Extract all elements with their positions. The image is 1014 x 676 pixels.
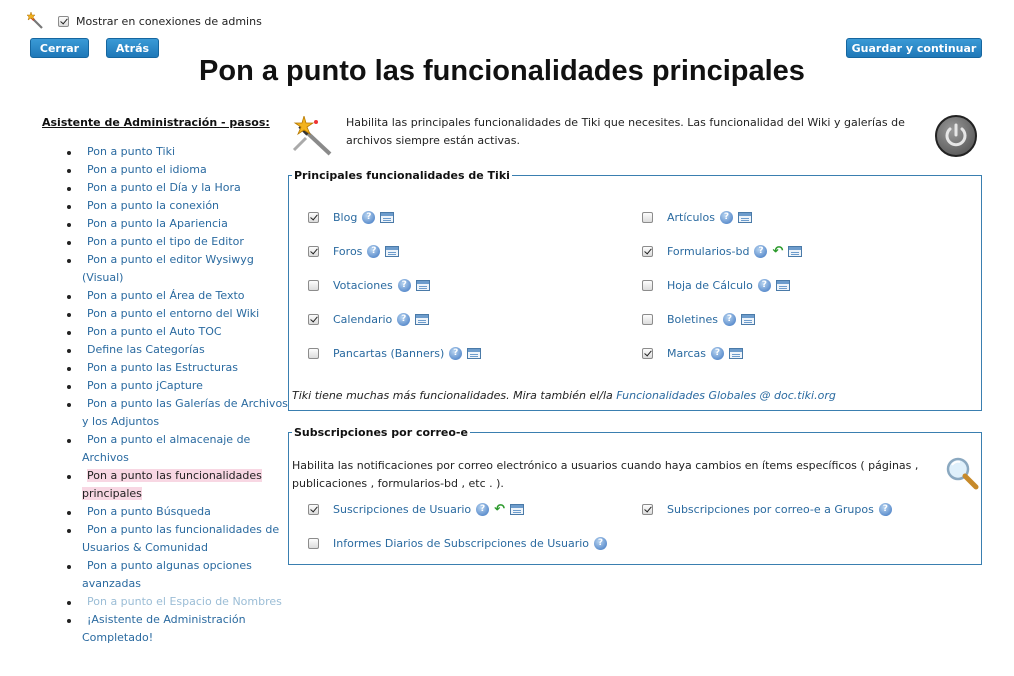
config-icon[interactable]: [738, 212, 752, 223]
bullet-icon: [67, 601, 71, 605]
config-icon[interactable]: [788, 246, 802, 257]
save-continue-button[interactable]: Guardar y continuar: [846, 38, 982, 58]
more-features-note: [292, 389, 836, 402]
feature-label[interactable]: Artículos: [667, 210, 715, 224]
feature-blog: [308, 208, 394, 226]
wizard-step-10[interactable]: [64, 323, 289, 341]
bullet-icon: [67, 151, 71, 155]
help-icon[interactable]: ?: [720, 211, 733, 224]
bullet-icon: [67, 223, 71, 227]
feature-checkbox[interactable]: [642, 212, 653, 223]
feature-checkbox[interactable]: [642, 348, 653, 359]
wizard-step-label: Define las Categorías: [87, 343, 205, 356]
bullet-icon: [67, 367, 71, 371]
wizard-step-16: [64, 467, 289, 503]
feature-boletines: [642, 310, 755, 328]
feature-suscripciones-de-usuario: [308, 500, 524, 518]
wizard-step-21[interactable]: [64, 611, 289, 647]
wizard-step-label: Pon a punto el Día y la Hora: [87, 181, 241, 194]
wizard-step-label: Pon a punto las Galerías de Archivos y los Adjuntos: [82, 397, 288, 428]
feature-foros: [308, 242, 399, 260]
help-icon[interactable]: ?: [367, 245, 380, 258]
wizard-step-label: Pon a punto Búsqueda: [87, 505, 211, 518]
config-icon[interactable]: [380, 212, 394, 223]
wizard-step-label: Pon a punto el editor Wysiwyg (Visual): [82, 253, 254, 284]
feature-hoja-de-calculo: [642, 276, 790, 294]
bullet-icon: [67, 619, 71, 623]
wizard-step-label: Pon a punto el Espacio de Nombres: [87, 595, 282, 608]
help-icon[interactable]: ?: [879, 503, 892, 516]
wizard-step-9[interactable]: [64, 305, 289, 323]
help-icon[interactable]: ?: [723, 313, 736, 326]
page-title: Pon a punto las funcionalidades principales: [199, 55, 805, 87]
config-icon[interactable]: [467, 348, 481, 359]
feature-label[interactable]: Marcas: [667, 346, 707, 360]
bullet-icon: [67, 475, 71, 479]
config-icon[interactable]: [510, 504, 524, 515]
wizard-step-label: Pon a punto el idioma: [87, 163, 207, 176]
bullet-icon: [67, 529, 71, 533]
wizard-step-17[interactable]: [64, 503, 289, 521]
bullet-icon: [67, 565, 71, 569]
feature-subscripciones-por-correo-e-a-grupos: [642, 500, 892, 518]
wizard-wand-large-icon: [292, 116, 334, 158]
wizard-step-11[interactable]: [64, 341, 289, 359]
help-icon[interactable]: ?: [594, 537, 607, 550]
config-icon[interactable]: [416, 280, 430, 291]
feature-checkbox[interactable]: [308, 212, 319, 223]
undo-icon[interactable]: ↶: [772, 243, 784, 259]
wizard-step-label: Pon a punto las Estructuras: [87, 361, 238, 374]
wizard-step-label: Pon a punto la Apariencia: [87, 217, 228, 230]
wizard-step-label: Pon a punto el almacenaje de Archivos: [82, 433, 251, 464]
config-icon[interactable]: [741, 314, 755, 325]
feature-checkbox[interactable]: [308, 314, 319, 325]
wizard-step-19[interactable]: [64, 557, 289, 593]
wizard-step-2[interactable]: [64, 161, 289, 179]
wizard-step-label: Pon a punto las funcionalidades principales: [82, 469, 262, 500]
feature-formularios-bd: [642, 242, 802, 260]
wizard-step-label: Pon a punto jCapture: [87, 379, 203, 392]
help-icon[interactable]: ?: [449, 347, 462, 360]
wizard-step-7[interactable]: [64, 251, 289, 287]
wizard-step-12[interactable]: [64, 359, 289, 377]
help-icon[interactable]: ?: [362, 211, 375, 224]
subscriptions-text: Habilita las notificaciones por correo electrónico a usuarios cuando haya cambios en ítems específicos ( páginas , publicaciones , formularios-bd , etc . ).: [292, 459, 919, 490]
help-icon[interactable]: ?: [476, 503, 489, 516]
bullet-icon: [67, 511, 71, 515]
back-button[interactable]: Atrás: [106, 38, 159, 58]
wizard-step-20: [64, 593, 289, 611]
help-icon[interactable]: ?: [758, 279, 771, 292]
feature-checkbox[interactable]: [308, 280, 319, 291]
feature-label[interactable]: Pancartas (Banners): [333, 346, 445, 360]
show-in-admin-checkbox[interactable]: [58, 16, 69, 27]
feature-checkbox[interactable]: [642, 280, 653, 291]
wizard-step-8[interactable]: [64, 287, 289, 305]
show-in-admin-label: Mostrar en conexiones de admins: [76, 14, 262, 28]
wizard-step-5[interactable]: [64, 215, 289, 233]
wizard-step-3[interactable]: [64, 179, 289, 197]
wizard-step-label: Pon a punto el entorno del Wiki: [87, 307, 260, 320]
feature-label[interactable]: Boletines: [667, 312, 718, 326]
feature-informes-diarios-de-subscripciones-de-usuario: [308, 534, 607, 552]
feature-articulos: [642, 208, 752, 226]
bullet-icon: [67, 187, 71, 191]
wizard-step-label: ¡Asistente de Administración Completado!: [82, 613, 246, 644]
config-icon[interactable]: [385, 246, 399, 257]
bullet-icon: [67, 403, 71, 407]
help-icon[interactable]: ?: [397, 313, 410, 326]
feature-label[interactable]: Formularios-bd: [667, 244, 750, 258]
config-icon[interactable]: [415, 314, 429, 325]
undo-icon[interactable]: ↶: [494, 501, 506, 517]
wizard-step-label: Pon a punto el tipo de Editor: [87, 235, 244, 248]
feature-label[interactable]: Suscripciones de Usuario: [333, 502, 472, 516]
feature-label[interactable]: Informes Diarios de Subscripciones de Usuario: [333, 536, 590, 550]
subscriptions-legend: Subscripciones por correo-e: [294, 426, 468, 439]
bullet-icon: [67, 205, 71, 209]
more-features-note-text: Tiki tiene muchas más funcionalidades. Mira también el/la: [292, 389, 613, 402]
help-icon[interactable]: ?: [398, 279, 411, 292]
bullet-icon: [67, 331, 71, 335]
feature-marcas: [642, 344, 743, 362]
help-icon[interactable]: ?: [754, 245, 767, 258]
wizard-step-label: Pon a punto algunas opciones avanzadas: [82, 559, 252, 590]
feature-label[interactable]: Calendario: [333, 312, 393, 326]
wizard-steps-title: Asistente de Administración - pasos:: [42, 116, 270, 129]
feature-label[interactable]: Foros: [333, 244, 363, 258]
wizard-step-label: Pon a punto el Área de Texto: [87, 289, 245, 302]
feature-pancartas-banners: [308, 344, 481, 362]
feature-checkbox[interactable]: [642, 504, 653, 515]
wizard-step-4[interactable]: [64, 197, 289, 215]
wizard-step-label: Pon a punto el Auto TOC: [87, 325, 222, 338]
feature-label[interactable]: Votaciones: [333, 278, 393, 292]
global-features-link[interactable]: Funcionalidades Globales @ doc.tiki.org: [616, 389, 836, 402]
wizard-steps-list: [64, 143, 289, 647]
feature-checkbox[interactable]: [308, 538, 319, 549]
wizard-step-13[interactable]: [64, 377, 289, 395]
bullet-icon: [67, 439, 71, 443]
bullet-icon: [67, 385, 71, 389]
wizard-step-6[interactable]: [64, 233, 289, 251]
magnifier-icon: [944, 456, 980, 492]
feature-checkbox[interactable]: [642, 314, 653, 325]
power-icon: [935, 115, 977, 157]
wizard-step-label: Pon a punto la conexión: [87, 199, 220, 212]
config-icon[interactable]: [729, 348, 743, 359]
feature-checkbox[interactable]: [308, 348, 319, 359]
wizard-step-18[interactable]: [64, 521, 289, 557]
wizard-step-label: Pon a punto las funcionalidades de Usuarios & Comunidad: [82, 523, 280, 554]
wizard-step-14[interactable]: [64, 395, 289, 431]
feature-votaciones: [308, 276, 430, 294]
admin-toolbar: [26, 11, 262, 31]
main-features-legend: Principales funcionalidades de Tiki: [294, 169, 510, 182]
close-button[interactable]: Cerrar: [30, 38, 89, 58]
config-icon[interactable]: [776, 280, 790, 291]
bullet-icon: [67, 169, 71, 173]
wizard-step-1[interactable]: [64, 143, 289, 161]
help-icon[interactable]: ?: [711, 347, 724, 360]
bullet-icon: [67, 241, 71, 245]
bullet-icon: [67, 349, 71, 353]
feature-checkbox[interactable]: [642, 246, 653, 257]
feature-checkbox[interactable]: [308, 504, 319, 515]
feature-label[interactable]: Hoja de Cálculo: [667, 278, 753, 292]
bullet-icon: [67, 259, 71, 263]
wizard-step-15[interactable]: [64, 431, 289, 467]
feature-checkbox[interactable]: [308, 246, 319, 257]
feature-calendario: [308, 310, 429, 328]
feature-label[interactable]: Subscripciones por correo-e a Grupos: [667, 502, 874, 516]
feature-label[interactable]: Blog: [333, 210, 358, 224]
wizard-step-label: Pon a punto Tiki: [87, 145, 176, 158]
bullet-icon: [67, 313, 71, 317]
intro-text: Habilita las principales funcionalidades de Tiki que necesites. Las funcionalidad del Wiki y galerías de archivos siempre están activas.: [346, 116, 905, 147]
wizard-wand-icon: [26, 12, 46, 30]
bullet-icon: [67, 295, 71, 299]
